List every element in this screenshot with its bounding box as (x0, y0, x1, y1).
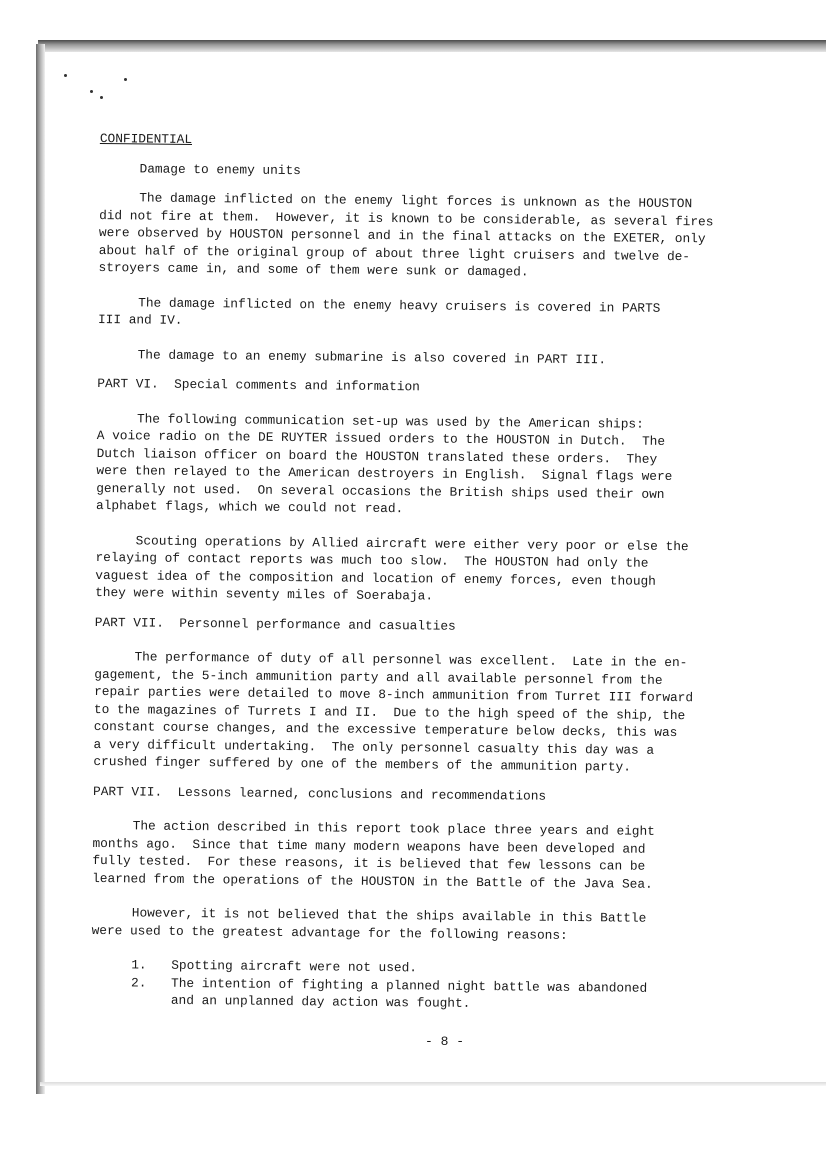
classification-marking: CONFIDENTIAL (99, 130, 193, 147)
reasons-list (91, 956, 742, 1015)
part-vi-paragraph-1: The following communication set-up was used by the American ships: A voice radio on the DE RUYTER issued orders to the HOUSTON in Dutch. The Dutch liaison officer on board the HOUSTON translated these orders. They were then relayed to the American destroyers in English. Signal flags were generally not used. On several occasions the British ships used their own alphabet flags, which we could not read. (95, 410, 673, 517)
part-vii-paragraph-1: The performance of duty of all personnel was excellent. Late in the en- gagement, the 5-inch ammunition party and all available personnel from the repair parties were detailed to move 8-inch ammunition from Turret III forward to the magazines of Turrets I and II. Due to the high speed of the ship, the constant course changes, and the excessive temperature below decks, this was a very difficult undertaking. The only personnel casualty this day was a crushed finger suffered by one of the members of the ammunition party. (93, 649, 694, 775)
damage-paragraph-3: The damage to an enemy submarine is also covered in PART III. (137, 346, 607, 367)
list-item: 2. The intention of fighting a planned night battle was abandoned and an unplanned day action was fought. (130, 974, 648, 1011)
page-edge-shadow-top (38, 40, 826, 52)
damage-paragraph-1: The damage inflicted on the enemy light forces is unknown as the HOUSTON did not fire at them. However, it is known to be considerable, as several fires were observed by HOUSTON personnel and in the final attacks on the EXETER, only about half of the original group of about three light cruisers and twelve de- stroyers came in, and some of them were sunk or damaged. (98, 190, 714, 280)
damage-paragraph-2: The damage inflicted on the enemy heavy cruisers is covered in PARTS III and IV. (97, 294, 661, 328)
damage-section (98, 159, 750, 369)
damage-heading: Damage to enemy units (139, 160, 301, 178)
page-number: - 8 - (425, 1034, 465, 1049)
document-body (91, 130, 750, 1015)
lessons-paragraph-1: The action described in this report took place three years and eight months ago. Since that time many modern weapons have been developed and fully tested. For these reasons, it is believed that few lessons can be learned from the operations of the HOUSTON in the Battle of the Java Sea. (92, 818, 655, 892)
lessons-paragraph-2: However, it is not believed that the ships available in this Battle were used to the greatest advantage for the following reasons: (91, 905, 647, 943)
part-vi-heading: PART VI. Special comments and information (97, 375, 420, 395)
part-vi-paragraph-2: Scouting operations by Allied aircraft were either very poor or else the relaying of contact reports was much too slow. The HOUSTON had only the vaguest idea of the composition and location of enemy forces, even though they were within seventy miles of Soerabaja. (95, 532, 689, 604)
lessons-heading: PART VII. Lessons learned, conclusions and recommendations (92, 783, 547, 804)
list-item: 1. Spotting aircraft were not used. (131, 957, 418, 976)
page-edge-shadow-left (36, 44, 45, 1094)
lessons-section (91, 782, 743, 1015)
page-edge-shadow-bottom (40, 1082, 826, 1086)
part-vii-section (93, 613, 745, 777)
part-vi-section (95, 375, 747, 608)
part-vii-heading: PART VII. Personnel performance and casualties (94, 614, 456, 634)
